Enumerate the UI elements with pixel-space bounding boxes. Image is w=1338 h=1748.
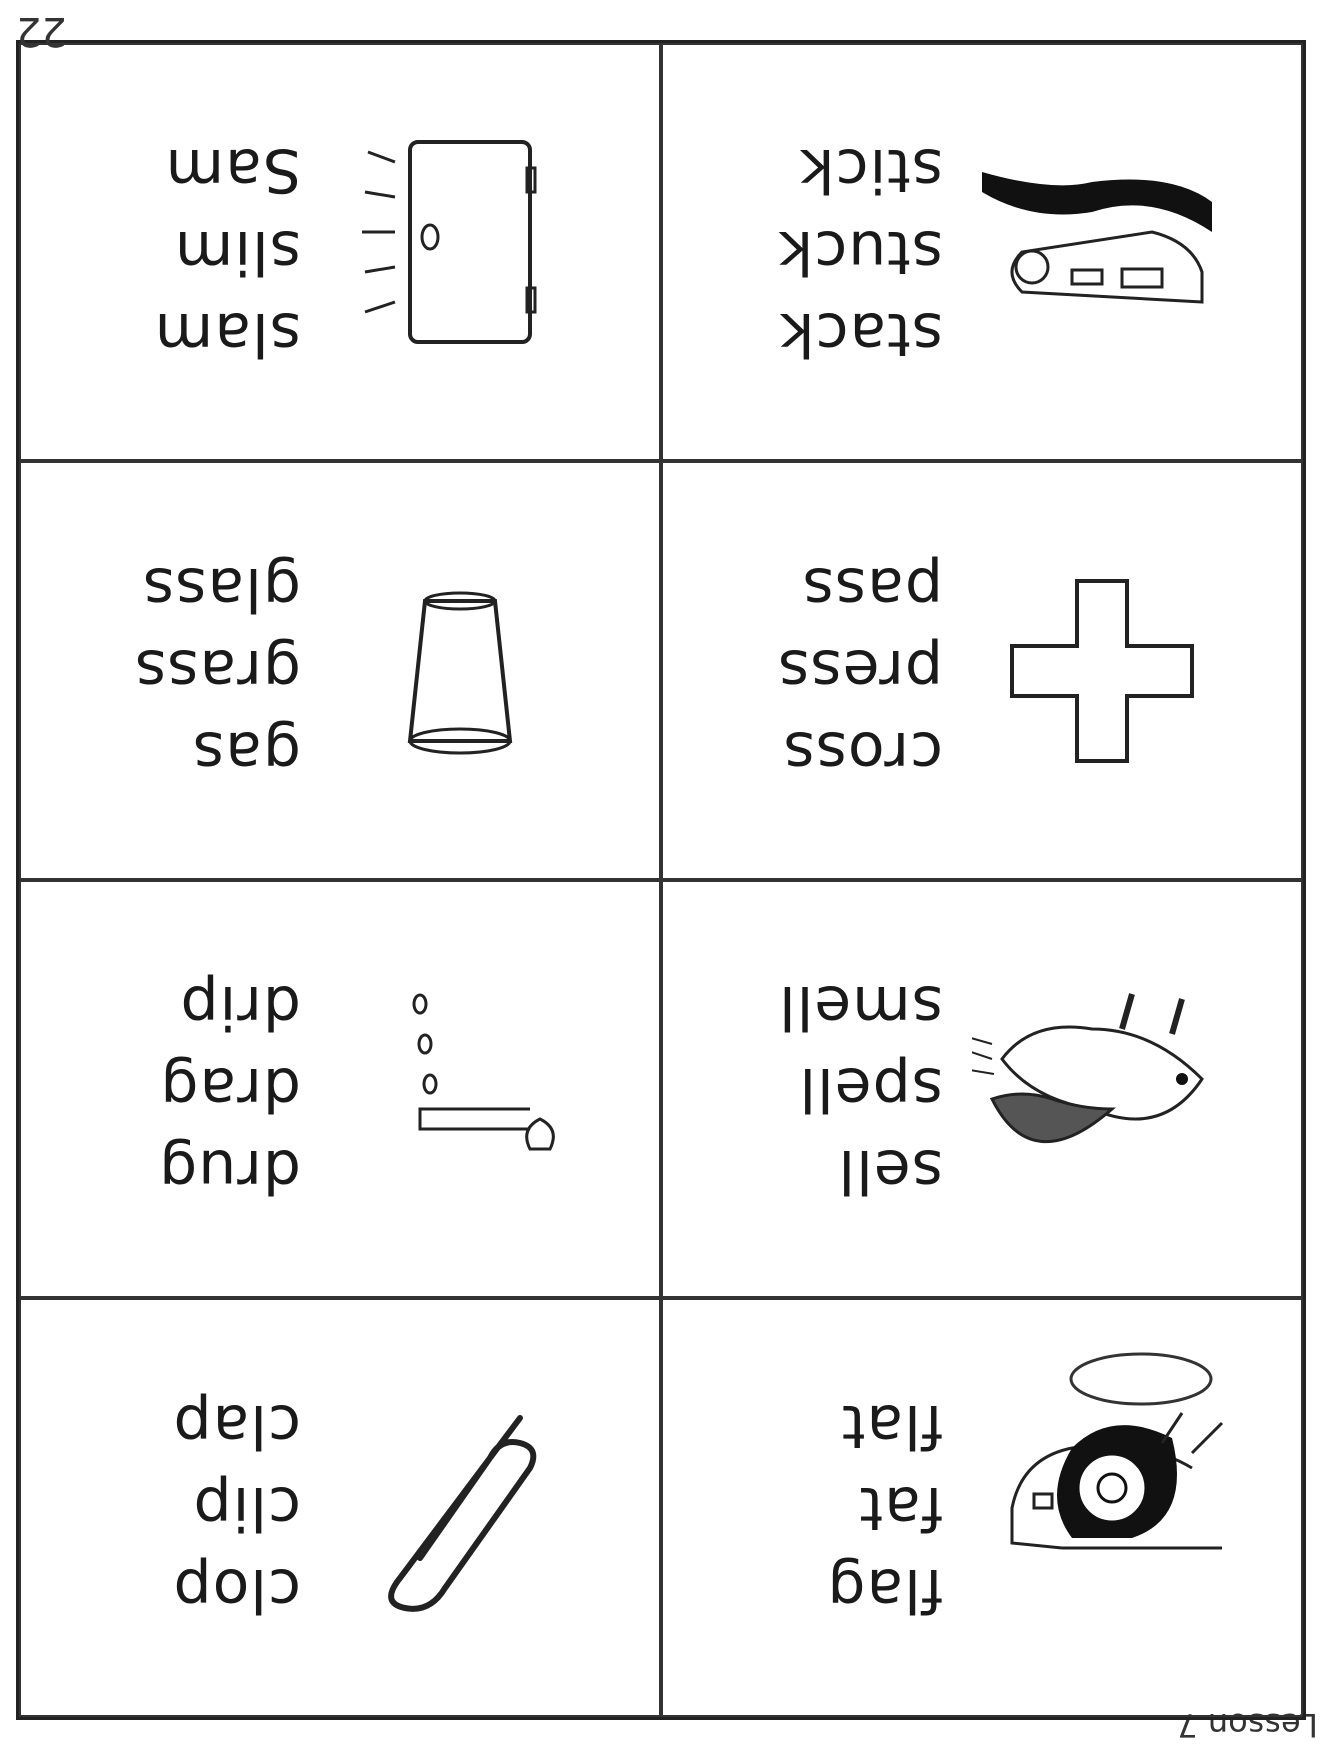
word: glass xyxy=(141,553,301,624)
dripping-faucet-icon xyxy=(330,959,590,1219)
word: sell xyxy=(837,1136,943,1207)
word-list xyxy=(703,135,943,370)
cross-icon xyxy=(972,541,1232,801)
paper-clip-icon xyxy=(330,1378,590,1638)
word-list xyxy=(61,553,301,788)
word: stuck xyxy=(777,217,943,288)
word: spell xyxy=(798,1054,943,1125)
word: flat xyxy=(840,1390,943,1461)
picture-area xyxy=(301,531,619,811)
word: slim xyxy=(173,217,301,288)
word: slam xyxy=(153,299,301,370)
word-list xyxy=(61,1390,301,1625)
word-list xyxy=(61,972,301,1207)
word-list xyxy=(703,972,943,1207)
card-drip xyxy=(19,880,661,1299)
card-clip xyxy=(19,1299,661,1718)
word-list xyxy=(61,135,301,370)
word: clip xyxy=(192,1472,301,1543)
picture-area xyxy=(943,112,1261,392)
word: press xyxy=(777,635,943,706)
picture-area xyxy=(943,949,1261,1229)
word: cross xyxy=(782,717,943,788)
word: drag xyxy=(159,1054,301,1125)
card-flat xyxy=(661,1299,1303,1718)
card-smell xyxy=(661,880,1303,1299)
card-stuck xyxy=(661,43,1303,462)
answer-oval xyxy=(1041,1341,1241,1415)
word: gas xyxy=(191,717,301,788)
word: fat xyxy=(858,1472,943,1543)
card-glass xyxy=(19,462,661,881)
word: clop xyxy=(172,1554,301,1625)
word: drip xyxy=(179,972,301,1043)
stuck-car-icon xyxy=(972,122,1232,382)
slamming-door-icon xyxy=(330,122,590,382)
page-number: 22 xyxy=(16,8,67,54)
picture-area xyxy=(301,1368,619,1648)
card-slam xyxy=(19,43,661,462)
word: flag xyxy=(826,1554,943,1625)
word: stick xyxy=(798,135,943,206)
word: stack xyxy=(778,299,943,370)
word: pass xyxy=(801,553,943,624)
word: grass xyxy=(133,635,301,706)
word-list xyxy=(703,553,943,788)
picture-area xyxy=(943,531,1261,811)
word-list xyxy=(703,1390,943,1625)
word: Sam xyxy=(164,135,301,206)
card-cross xyxy=(661,462,1303,881)
word: smell xyxy=(778,972,943,1043)
lesson-label: Lesson 7 xyxy=(1177,1706,1318,1744)
word: clap xyxy=(172,1390,301,1461)
word: drug xyxy=(158,1136,301,1207)
flat-tire-icon xyxy=(972,1378,1232,1638)
picture-area xyxy=(301,949,619,1229)
card-grid xyxy=(16,40,1306,1720)
glass-cup-icon xyxy=(330,541,590,801)
skunk-icon xyxy=(972,959,1232,1219)
picture-area xyxy=(301,112,619,392)
